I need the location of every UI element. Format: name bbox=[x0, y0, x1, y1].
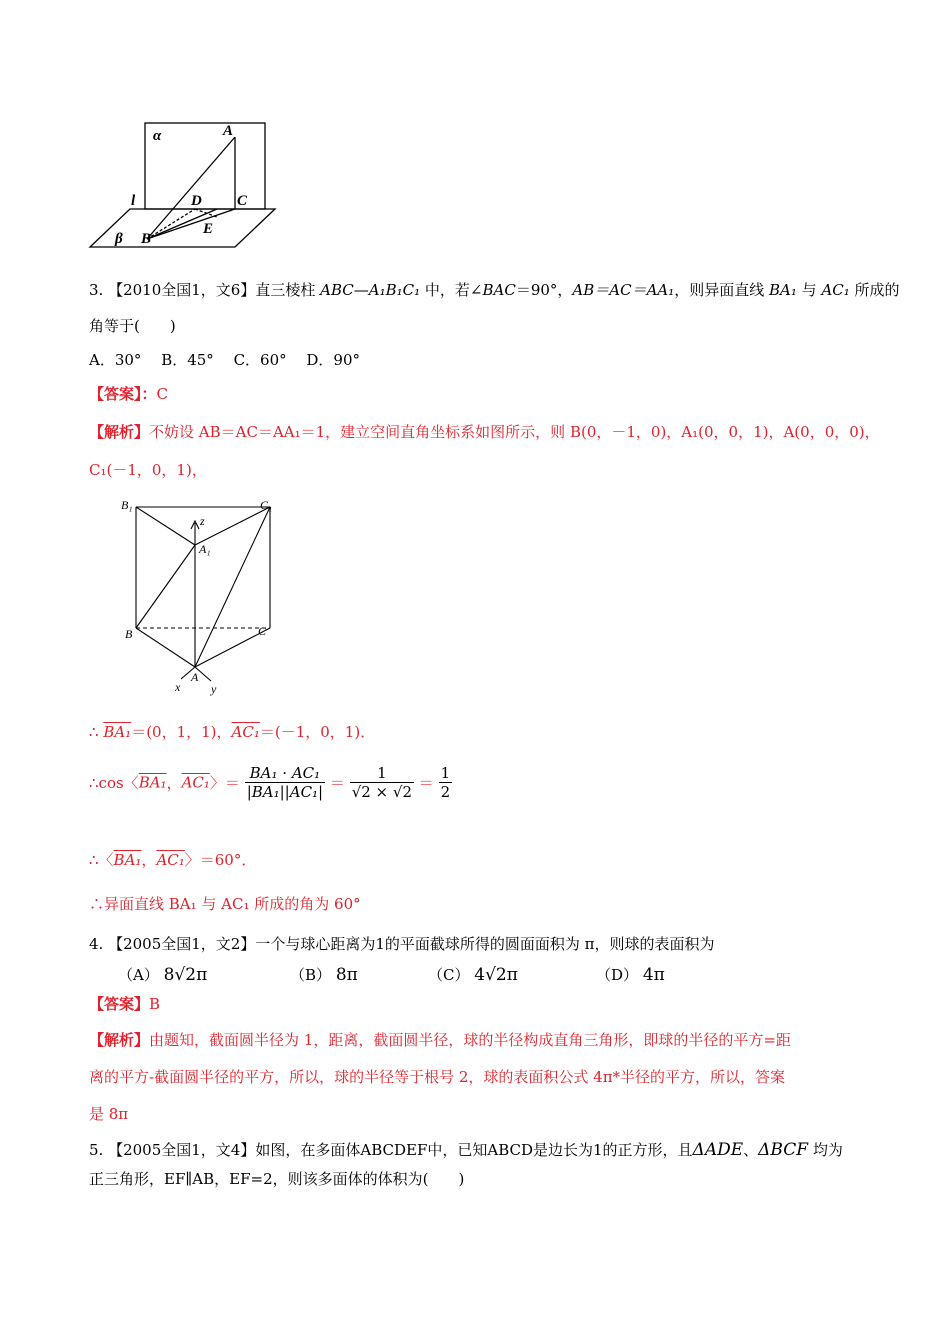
prism-figure bbox=[115, 495, 285, 700]
frac-denominator: |BA₁||AC₁| bbox=[246, 783, 324, 801]
q3-step2: ∴cos〈BA₁，AC₁〉＝ $\frac{\text{BA₁ · AC₁}}{\text{|BA₁||AC₁|}}$ ＝ $\frac{1}{√2 \times √2}$ ＝ $\frac{1}{2}$ bbox=[89, 764, 451, 801]
q3-conclusion: ∴异面直线 BA₁ 与 AC₁ 所成的角为 60° bbox=[89, 895, 361, 913]
q5-stem-line1: 5. 【2005全国1，文4】如图，在多面体ABCDEF中，已知ABCD是边长为1的正方形，且ΔADE、ΔBCF 均为 bbox=[89, 1140, 843, 1160]
frac-numerator: BA₁ · AC₁ bbox=[245, 764, 325, 783]
label-B1: B₁ bbox=[121, 498, 133, 512]
planes-figure bbox=[85, 115, 285, 255]
label-C-prism: C bbox=[258, 624, 267, 638]
q4-option-c: （C） 4√2π bbox=[428, 965, 518, 985]
label-A-prism: A bbox=[191, 670, 199, 684]
q3-analysis-line1: 【解析】不妨设 AB＝AC＝AA₁＝1，建立空间直角坐标系如图所示，则 B(0，－1，0)，A₁(0，0，1)，A(0，0，0)， bbox=[89, 423, 880, 441]
label-C: C bbox=[237, 193, 248, 209]
q5-stem-line2: 正三角形，EF∥AB，EF=2，则该多面体的体积为( ) bbox=[89, 1170, 465, 1188]
q4-analysis-line3: 是 8π bbox=[89, 1105, 129, 1123]
q3-options: A．30° B．45° C．60° D．90° bbox=[89, 351, 361, 369]
label-beta: β bbox=[115, 231, 123, 247]
label-B: B bbox=[141, 231, 152, 247]
q4-analysis-line2: 离的平方-截面圆半径的平方，所以，球的半径等于根号 2，球的表面积公式 4π*半径的平方，所以，答案 bbox=[89, 1068, 786, 1086]
q3-analysis-line2: C₁(－1，0，1)， bbox=[89, 461, 207, 479]
label-D: D bbox=[191, 193, 202, 209]
q4-stem: 4. 【2005全国1，文2】一个与球心距离为1的平面截球所得的圆面面积为 π，则球的表面积为 bbox=[89, 935, 715, 953]
label-l: l bbox=[131, 193, 136, 209]
label-A: A bbox=[223, 123, 234, 139]
label-B-prism: B bbox=[125, 627, 133, 641]
label-x: x bbox=[175, 680, 181, 694]
label-z: z bbox=[200, 514, 205, 528]
q4-analysis-line1: 【解析】由题知，截面圆半径为 1，距离，截面圆半径，球的半径构成直角三角形，即球的半径的平方=距 bbox=[89, 1031, 791, 1049]
q3-step3: ∴〈BA₁，AC₁〉＝60°． bbox=[89, 851, 257, 869]
q4-option-d: （D） 4π bbox=[596, 965, 665, 985]
label-alpha: α bbox=[153, 128, 162, 144]
q3-stem-line1: 3. 【2010全国1，文6】直三棱柱 ABC—A₁B₁C₁ 中，若∠BAC＝90°，AB＝AC＝AA₁，则异面直线 BA₁ 与 AC₁ 所成的 bbox=[89, 281, 900, 299]
q3-answer: 【答案】：C bbox=[89, 385, 168, 403]
q4-option-b: （B） 8π bbox=[290, 965, 358, 985]
label-E: E bbox=[203, 221, 214, 237]
q3-step1: ∴ BA₁＝(0，1，1)，AC₁＝(－1，0，1)． bbox=[89, 723, 376, 741]
label-y: y bbox=[211, 682, 217, 696]
label-A1: A₁ bbox=[199, 542, 211, 556]
q3-stem-line2: 角等于( ) bbox=[89, 317, 176, 335]
label-C1: C₁ bbox=[260, 498, 273, 512]
q4-answer: 【答案】B bbox=[89, 995, 161, 1013]
q4-option-a: （A） 8√2π bbox=[118, 965, 208, 985]
